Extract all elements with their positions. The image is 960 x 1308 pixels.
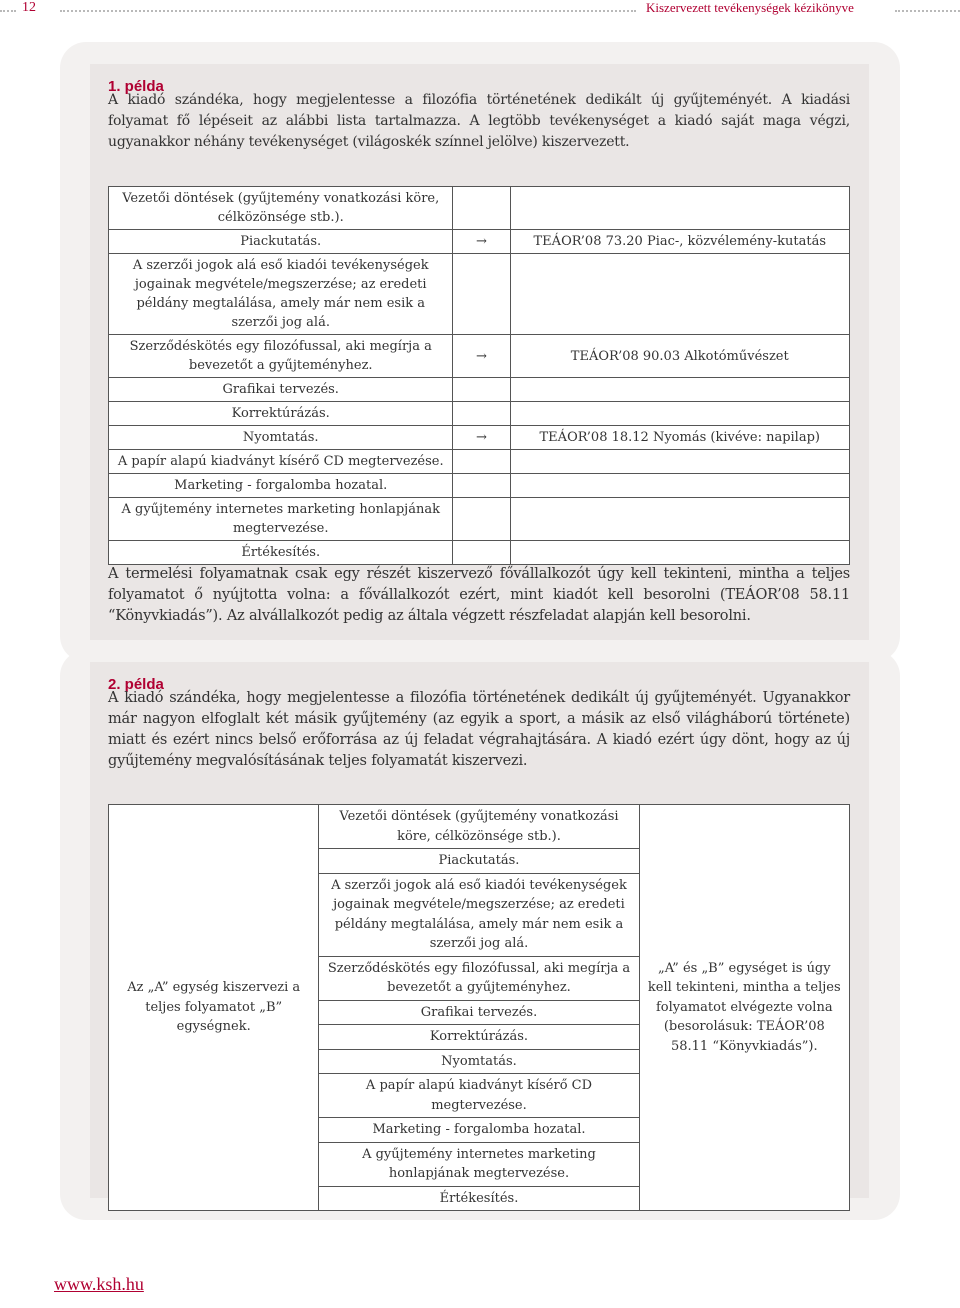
example2-title: 2. példa [108,676,164,693]
teaor-code-cell: TEÁOR’08 73.20 Piac-, közvélemény-kutatás [510,230,849,254]
activity-cell: Marketing - forgalomba hozatal. [109,474,453,498]
activity-cell: Értékesítés. [109,541,453,565]
activity-cell: Piackutatás. [109,230,453,254]
table-row [109,254,850,335]
teaor-code-cell [510,474,849,498]
process-step-cell: Szerződéskötés egy filozófussal, aki megírja a bevezetőt a gyűjteményhez. [319,956,639,1000]
teaor-code-cell: TEÁOR’08 90.03 Alkotóművészet [510,335,849,378]
teaor-code-cell: TEÁOR’08 18.12 Nyomás (kivéve: napilap) [510,426,849,450]
activity-cell: Vezetői döntések (gyűjtemény vonatkozási köre, célközönsége stb.). [109,187,453,230]
activity-cell: A gyűjtemény internetes marketing honlapjának megtervezése. [109,498,453,541]
table-row [109,474,850,498]
arrow-icon: → [453,230,510,254]
table-row [109,541,850,565]
teaor-code-cell [510,254,849,335]
example1-table [108,186,850,565]
activity-cell: A szerzői jogok alá eső kiadói tevékenységek jogainak megvétele/megszerzése; az eredeti példány megtalálása, amely már nem esik a szerzői jog alá. [109,254,453,335]
process-step-cell: Vezetői döntések (gyűjtemény vonatkozási köre, célközönsége stb.). [319,805,639,849]
activity-cell: Nyomtatás. [109,426,453,450]
table-row [109,426,850,450]
example2-panel [90,662,869,1206]
arrow-icon [453,402,510,426]
page-number: 12 [22,0,36,15]
process-step-cell: Korrektúrázás. [319,1025,639,1050]
page-header [0,0,960,20]
arrow-icon: → [453,335,510,378]
table-row [109,805,850,849]
process-step-cell: Marketing - forgalomba hozatal. [319,1118,639,1143]
classification-cell: „A” és „B” egységet is úgy kell tekinteni, mintha a teljes folyamatot elvégezte volna (besorolásuk: TEÁOR’08 58.11 “Könyvkiadás”). [639,805,849,1211]
process-step-cell: Grafikai tervezés. [319,1000,639,1025]
teaor-code-cell [510,450,849,474]
teaor-code-cell [510,541,849,565]
process-step-cell: Nyomtatás. [319,1049,639,1074]
process-step-cell: A szerzői jogok alá eső kiadói tevékenységek jogainak megvétele/megszerzése; az eredeti példány megtalálása, amely már nem esik a szerzői jog alá. [319,873,639,956]
arrow-icon [453,474,510,498]
table-row [109,230,850,254]
unit-a-cell: Az „A” egység kiszervezi a teljes folyamatot „B” egységnek. [109,805,319,1211]
arrow-icon [453,498,510,541]
table-row [109,187,850,230]
table-row [109,335,850,378]
arrow-icon [453,187,510,230]
example2-intro: A kiadó szándéka, hogy megjelentesse a filozófia történetének dedikált új gyűjteményét. Ugyanakkor már nagyon elfoglalt két másik gyűjtemény (az egyik a sport, a másik az első világháború története) miatt és ezért nincs belső erőforrása az új feladat végrahajtására. A kiadó ezért úgy dönt, hogy az új gyűjtemény megvalósításának teljes folyamatát kiszervezi. [108,690,850,769]
example1-conclusion: A termelési folyamatnak csak egy részét kiszervező fővállalkozót úgy kell tekinteni, mintha a teljes folyamatot ő nyújtotta volna: a fővállalkozót ezért, mint kiadót kell besorolni (TEÁOR’08 58.11 “Könyvkiadás”). Az alvállalkozót pedig az általa végzett részfeladat alapján kell besorolni. [108,566,850,624]
header-dots-left [0,10,16,12]
arrow-icon [453,254,510,335]
example1-title: 1. példa [108,78,164,95]
teaor-code-cell [510,402,849,426]
example1-intro: A kiadó szándéka, hogy megjelentesse a filozófia történetének dedikált új gyűjteményét. A kiadási folyamat fő lépéseit az alábbi lista tartalmazza. A legtöbb tevékenységet a kiadó saját maga végzi, ugyanakkor néhány tevékenységet (világoskék színnel jelölve) kiszervezett. [108,92,850,150]
arrow-icon [453,541,510,565]
table-row [109,378,850,402]
arrow-icon [453,378,510,402]
table-row [109,450,850,474]
running-title: Kiszervezett tevékenységek kézikönyve [646,0,854,15]
activity-cell: Korrektúrázás. [109,402,453,426]
teaor-code-cell [510,378,849,402]
activity-cell: Szerződéskötés egy filozófussal, aki megírja a bevezetőt a gyűjteményhez. [109,335,453,378]
table-row [109,402,850,426]
process-step-cell: Piackutatás. [319,849,639,874]
header-dots-right [895,10,960,12]
example2-table [108,804,850,1211]
activity-cell: A papír alapú kiadványt kísérő CD megtervezése. [109,450,453,474]
process-step-cell: Értékesítés. [319,1186,639,1211]
header-dots-middle [60,10,636,12]
example1-panel [90,64,869,640]
activity-cell: Grafikai tervezés. [109,378,453,402]
teaor-code-cell [510,187,849,230]
ksh-website-link[interactable]: www.ksh.hu [54,1274,144,1294]
arrow-icon [453,450,510,474]
process-step-cell: A gyűjtemény internetes marketing honlapjának megtervezése. [319,1142,639,1186]
arrow-icon: → [453,426,510,450]
table-row [109,498,850,541]
teaor-code-cell [510,498,849,541]
process-step-cell: A papír alapú kiadványt kísérő CD megtervezése. [319,1074,639,1118]
